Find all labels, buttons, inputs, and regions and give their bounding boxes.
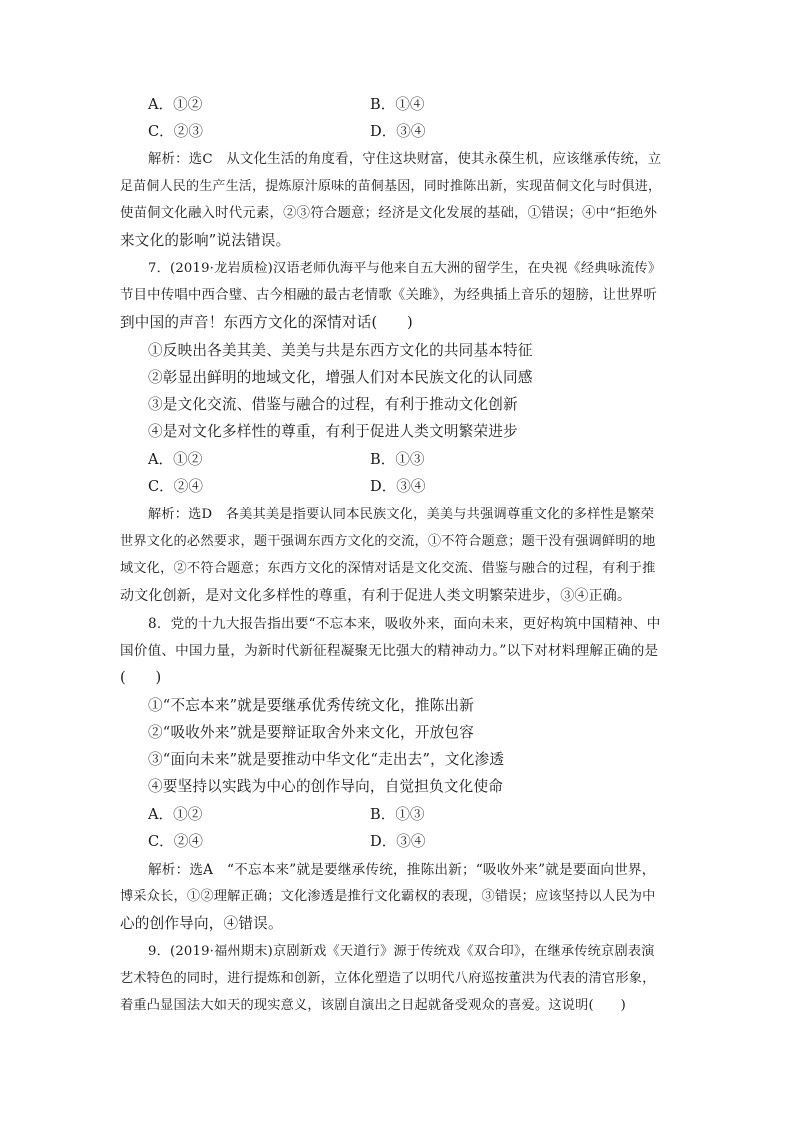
q7-stem-line-3: 到中国的声音！东西方文化的深情对话( ) [120,314,413,331]
q8-stem-line-1: 8．党的十九大报告指出要“不忘本来，吸收外来，面向未来，更好构筑中国精神、中 [148,616,661,632]
q8-stem-line-3: ( ) [120,669,162,686]
q7-analysis-line-3: 域文化，②不符合题意；东西方文化的深情对话是文化交流、借鉴与融合的过程，有利于推 [120,561,656,576]
q8-item-3: ③“面向未来”就是要推动中华文化“走出去”，文化渗透 [148,751,505,768]
q6-analysis-line-4: 来文化的影响”说法错误。 [120,232,291,249]
q7-options-row-2 [148,477,658,497]
q7-option-c: C．②④ [148,478,203,495]
q7-analysis-line-2: 世界文化的必然要求，题干强调东西方文化的交流，①不符合题意；题干没有强调鲜明的地 [120,534,656,549]
q7-item-3: ③是文化交流、借鉴与融合的过程，有利于推动文化创新 [148,396,518,413]
q6-option-c: C．②③ [148,123,203,140]
q6-options-row-2 [148,122,658,142]
q8-item-4: ④要坚持以实践为中心的创作导向，自觉担负文化使命 [148,778,504,795]
q7-item-1: ①反映出各美其美、美美与共是东西方文化的共同基本特征 [148,342,533,359]
q6-option-b: B．①④ [370,96,425,113]
q8-option-d: D．③④ [370,833,426,850]
q7-stem-line-1: 7．(2019·龙岩质检)汉语老师仇海平与他来自五大洲的留学生，在央视《经典咏流传》 [148,261,662,276]
q7-option-a: A．①② [148,451,203,468]
q8-analysis-line-1: 解析：选A “不忘本来”就是要继承传统，推陈出新；“吸收外来”就是要面向世界， [148,862,656,878]
q8-option-c: C．②④ [148,833,203,850]
q6-option-d: D．③④ [370,123,426,140]
q7-options-row-1 [148,450,658,470]
q8-stem-line-2: 国价值、中国力量，为新时代新征程凝聚无比强大的精神动力。”以下对材料理解正确的是 [120,643,659,659]
q8-options-row-1 [148,805,658,825]
q7-analysis-line-1: 解析：选D 各美其美是指要认同本民族文化，美美与共强调尊重文化的多样性是繁荣 [148,507,655,522]
q8-options-row-2 [148,832,658,852]
q8-option-a: A．①② [148,806,203,823]
q7-option-d: D．③④ [370,478,426,495]
q6-option-a: A．①② [148,96,203,113]
q7-analysis-line-4: 动文化创新，是对文化多样性的尊重，有利于促进人类文明繁荣进步，③④正确。 [120,588,632,604]
q7-item-2: ②彰显出鲜明的地域文化，增强人们对本民族文化的认同感 [148,369,533,386]
q9-stem-line-3: 着重凸显国法大如天的现实意义，该剧自演出之日起就备受观众的喜爱。这说明( ) [120,998,627,1013]
q6-analysis-line-1: 解析：选C 从文化生活的角度看，守住这块财富，使其永葆生机，应该继承传统，立 [148,152,662,167]
q9-stem-line-1: 9．(2019·福州期末)京剧新戏《天道行》源于传统戏《双合印》，在继承传统京剧表演 [148,944,655,959]
q8-option-b: B．①③ [370,806,425,823]
q6-analysis-line-3: 使苗侗文化融入时代元素，②③符合题意；经济是文化发展的基础，①错误；④中“拒绝外 [120,206,658,221]
q8-analysis-line-2: 博采众长，①②理解正确；文化渗透是推行文化霸权的表现，③错误；应该坚持以人民为中 [120,889,656,904]
q7-item-4: ④是对文化多样性的尊重，有利于促进人类文明繁荣进步 [148,423,518,440]
q8-item-2: ②“吸收外来”就是要辩证取舍外来文化，开放包容 [148,724,474,741]
q7-stem-line-2: 节目中传唱中西合璧、古今相融的最古老情歌《关雎》，为经典插上音乐的翅膀，让世界听 [120,288,657,303]
q7-option-b: B．①③ [370,451,425,468]
q6-options-row-1 [148,95,658,115]
q6-analysis-line-2: 足苗侗人民的生产生活，提炼原汁原味的苗侗基因，同时推陈出新，实现苗侗文化与时俱进， [120,179,662,194]
q9-stem-line-2: 艺术特色的同时，进行提炼和创新，立体化塑造了以明代八府巡按董洪为代表的清官形象， [120,971,656,986]
q8-analysis-line-3: 心的创作导向，④错误。 [120,915,283,932]
q8-item-1: ①“不忘本来”就是要继承优秀传统文化，推陈出新 [148,697,474,714]
